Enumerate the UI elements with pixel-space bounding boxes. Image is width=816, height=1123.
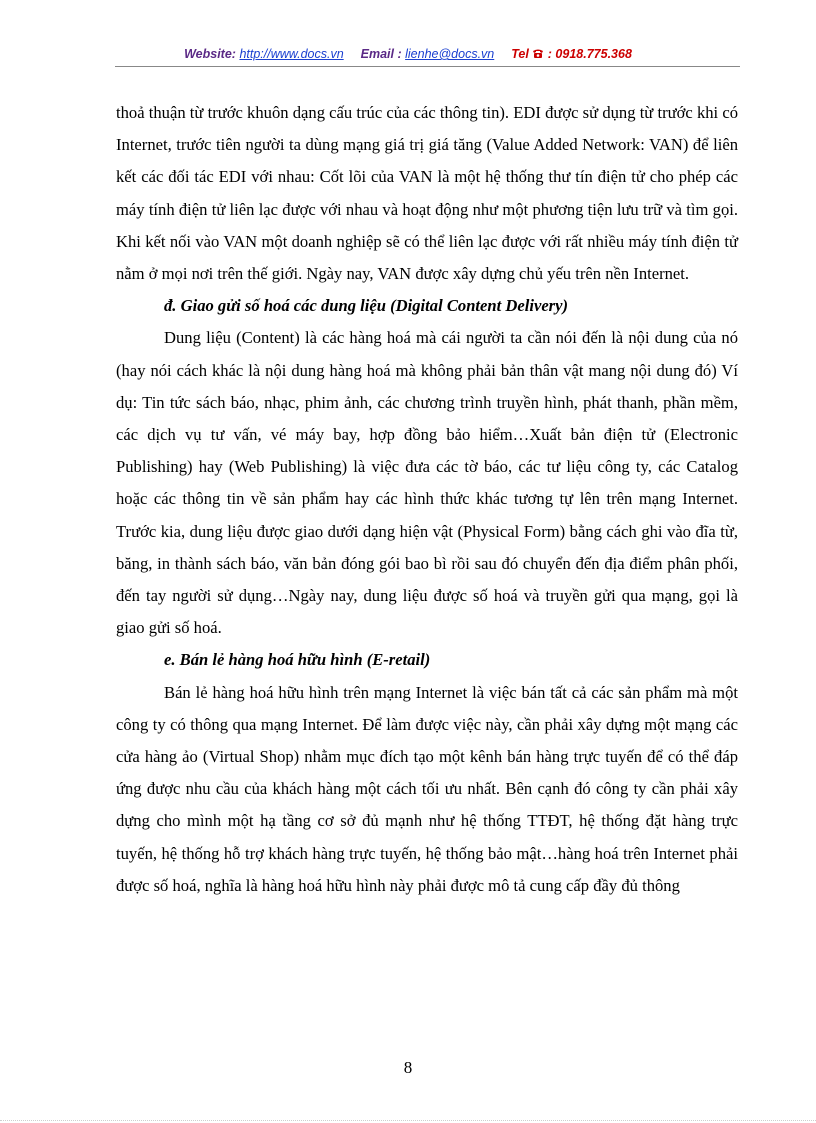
website-label: Website: xyxy=(184,47,236,61)
section-heading-digital-content: đ. Giao gửi số hoá các dung liệu (Digital Content Delivery) xyxy=(164,296,569,316)
paragraph-digital-content: Dung liệu (Content) là các hàng hoá mà cái người ta cần nói đến là nội dung của nó (hay nói cách khác là nội dung hàng hoá mà không phải bản thân vật mang nội dung đó) Ví dụ: Tin tức sách báo, nhạc, phim ảnh, các chương trình truyền hình, phát thanh, phần mềm, các dịch vụ tư vấn, vé máy bay, hợp đồng bảo hiểm…Xuất bản điện tử (Electronic Publishing) hay (Web Publishing) là việc đưa các tờ báo, các tư liệu công ty, các Catalog hoặc các thông tin về sản phẩm hay các hình thức khác tương tự lên trên mạng Internet. Trước kia, dung liệu được giao dưới dạng hiện vật (Physical Form) bằng cách ghi vào đĩa từ, băng, in thành sách báo, văn bản đóng gói bao bì rồi sau đó chuyển đến địa điểm phân phối, đến tay người sử dụng…Ngày nay, dung liệu được số hoá và truyền gửi qua mạng, gọi là giao gửi số hoá. xyxy=(116,328,738,638)
phone-icon xyxy=(532,48,544,59)
paragraph-edi-van: thoả thuận từ trước khuôn dạng cấu trúc của các thông tin). EDI được sử dụng từ trước khi có Internet, trước tiên người ta dùng mạng giá trị giá tăng (Value Added Network: VAN) để liên kết các đối tác EDI với nhau: Cốt lõi của VAN là một hệ thống thư tín điện tử cho phép các máy tính điện tử liên lạc được với nhau và hoạt động như một phương tiện lưu trữ và tìm gọi. Khi kết nối vào VAN một doanh nghiệp sẽ có thể liên lạc được với rất nhiều máy tính điện tử nằm ở mọi nơi trên thế giới. Ngày nay, VAN được xây dựng chủ yếu trên nền Internet. xyxy=(116,103,738,284)
tel-number: : 0918.775.368 xyxy=(547,47,632,61)
email-link[interactable]: lienhe@docs.vn xyxy=(405,47,495,61)
paragraph-e-retail: Bán lẻ hàng hoá hữu hình trên mạng Internet là việc bán tất cả các sản phẩm mà một công ty có thông qua mạng Internet. Để làm được việc này, cần phải xây dựng một mạng các cửa hàng ảo (Virtual Shop) nhằm mục đích tạo một kênh bán hàng trực tuyến để có thể đáp ứng được nhu cầu của khách hàng một cách tối ưu nhất. Bên cạnh đó công ty cần phải xây dựng cho mình một hạ tầng cơ sở đủ mạnh như hệ thống TTĐT, hệ thống đặt hàng trực tuyến, hệ thống hỗ trợ khách hàng trực tuyến, hệ thống bảo mật…hàng hoá trên Internet phải được số hoá, nghĩa là hàng hoá hữu hình này phải được mô tả cung cấp đầy đủ thông xyxy=(116,682,738,895)
page-number: 8 xyxy=(403,1058,413,1077)
document-body xyxy=(116,97,738,902)
tel-label: Tel xyxy=(511,47,529,61)
section-heading-e-retail: e. Bán lẻ hàng hoá hữu hình (E-retail) xyxy=(164,650,431,670)
footer-divider xyxy=(0,1120,816,1121)
website-link[interactable]: http://www.docs.vn xyxy=(239,47,344,61)
email-label: Email : xyxy=(360,47,402,61)
header-divider xyxy=(115,66,740,67)
page-header xyxy=(0,47,816,61)
